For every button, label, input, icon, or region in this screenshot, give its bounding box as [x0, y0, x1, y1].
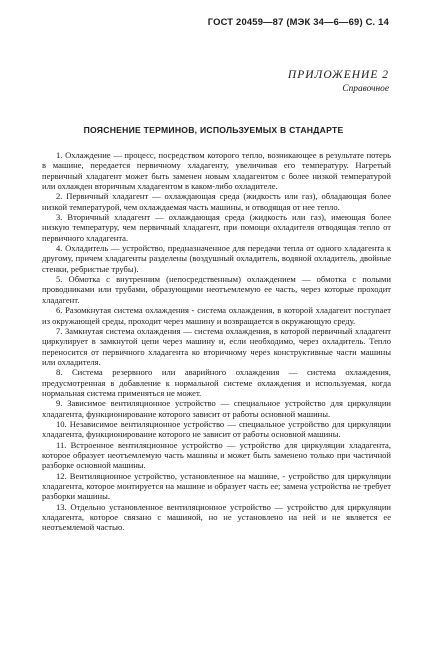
term-paragraph: 2. Первичный хладагент — охлаждающая среда (жидкость или газ), обладающая более низкой температурой, чем охлаждаемая часть машины, и отводящая от нее тепло. — [42, 191, 391, 212]
term-paragraph: 12. Вентиляционное устройство, установленное на машине, - устройство для циркуляции хладагента, которое монтируется на машине и образует часть ее; замена устройства не требует разборки машины. — [42, 470, 391, 502]
term-paragraph: 6. Разомкнутая система охлаждения - система охлаждения, в которой хладагент поступает из окружающей среды, проходит через машину и возвращается в окружающую среду. — [42, 305, 391, 326]
term-paragraph: 13. Отдельно установленное вентиляционное устройство — устройство для циркуляции хладагента, которое связано с машиной, но не установлено на ней и не является ее неотъемлемой частью. — [42, 501, 391, 533]
term-paragraph: 3. Вторичный хладагент — охлаждающая среда (жидкость или газ), имеющая более низкую температуру, чем первичный хладагент, при помощи охладителя отводящая тепло от первичного хладагента. — [42, 212, 391, 243]
term-paragraph: 8. Система резервного или аварийного охлаждения — система охлаждения, предусмотренная в добавление к нормальной системе охлаждения и используемая, когда нормальная система применяться не может. — [42, 367, 391, 398]
appendix-sublabel: Справочное — [342, 84, 389, 94]
appendix-block — [288, 69, 389, 94]
term-paragraph: 10. Независимое вентиляционное устройство — специальное устройство для циркуляции хладагента, функционирование которого не зависит от работы основной машины. — [42, 418, 391, 440]
term-paragraph: 5. Обмотка с внутренним (непосредственным) охлаждением — обмотка с полыми проводниками или трубами, образующими неотъемлемую ее часть, через которые проходит хладагент. — [42, 274, 391, 305]
appendix-label: ПРИЛОЖЕНИЕ 2 — [287, 69, 389, 81]
term-paragraph: 7. Замкнутая система охлаждения — система охлаждения, в которой первичный хладагент циркулирует в замкнутой цепи через машину и, если необходимо, через охладитель. Тепло переносится от первичного хладагента ко вторичному через конструктивные части машины или охладителя. — [42, 325, 391, 367]
section-title: ПОЯСНЕНИЕ ТЕРМИНОВ, ИСПОЛЬЗУЕМЫХ В СТАНДАРТЕ — [83, 125, 344, 135]
term-paragraph: 11. Встроенное вентиляционное устройство — устройство для циркуляции хладагента, которое образует неотъемлемую часть машины и может быть заменено только при частичной разборке основной машины. — [42, 439, 391, 471]
terms-list — [42, 150, 391, 533]
term-paragraph: 4. Охладитель — устройство, предназначенное для передачи тепла от одного хладагента к другому, причем хладагенты разделены (воздушный охладитель, водяной охладитель, двойные стенки, ребристые трубы). — [42, 243, 391, 274]
term-paragraph: 9. Зависимое вентиляционное устройство — специальное устройство для циркуляции хладагента, функционирование которого зависит от работы основной машины. — [42, 398, 391, 419]
term-paragraph: 1. Охлаждение — процесс, посредством которого тепло, возникающее в результате потерь в машине, передается первичному хладагенту, увеличивая его температуру. Нагретый первичный хладагент может быть заменен новым хладагентом с более низкой температурой или охлажден вторичным хладагентом в каком-либо охладителе. — [42, 150, 391, 192]
page-header: ГОСТ 20459—87 (МЭК 34—6—69) С. 14 — [207, 16, 389, 27]
